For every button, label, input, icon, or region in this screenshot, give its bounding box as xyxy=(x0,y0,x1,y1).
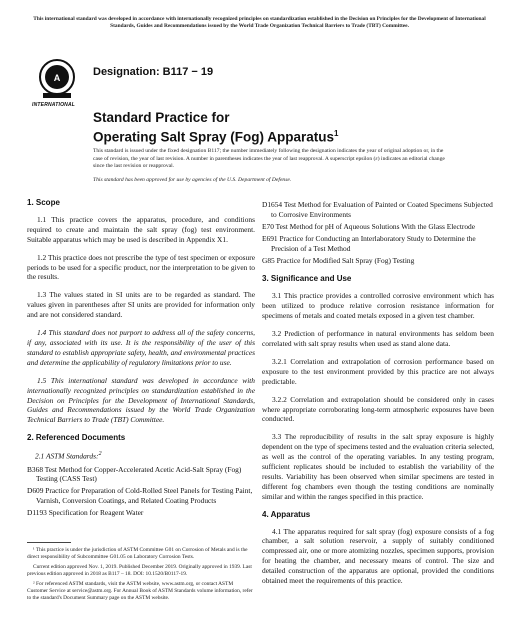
right-column xyxy=(262,200,494,594)
para-1-1: 1.1 This practice covers the apparatus, procedure, and conditions required to create and maintain the salt spray (fog) test environment. Suitable apparatus which may be used is described in Appendix X1. xyxy=(27,214,255,244)
reference-item: D1193 Specification for Reagent Water xyxy=(27,508,144,518)
astm-standards-text: 2.1 ASTM Standards: xyxy=(35,451,99,461)
reference-item: D1654 Test Method for Evaluation of Painted or Coated Specimens Subjected to Corrosive Environments xyxy=(262,200,493,219)
left-column xyxy=(27,198,255,520)
para-3-2-2: 3.2.2 Correlation and extrapolation should be considered only in cases where appropriate corroborating long-term atmospheric exposures have been conducted. xyxy=(262,394,494,424)
svg-text:A: A xyxy=(53,73,61,83)
reference-item: E70 Test Method for pH of Aqueous Solutions With the Glass Electrode xyxy=(262,221,476,231)
reference-item: E691 Practice for Conducting an Interlaboratory Study to Determine the Precision of a Test Method xyxy=(262,233,476,253)
dod-approval: This standard has been approved for use by agencies of the U.S. Department of Defense. xyxy=(93,176,292,183)
para-1-3: 1.3 The values stated in SI units are to be regarded as standard. The values given in parentheses after SI units are provided for information only and are not considered standard. xyxy=(27,290,255,320)
title-footnote-mark: 1 xyxy=(334,129,339,138)
section-significance-heading: 3. Significance and Use xyxy=(262,274,352,284)
issuance-text: This standard is issued under the fixed designation B117; the number immediately following the designation indicates the year of original adoption or, in the case of revision, the year of last revision. A number in parentheses indicates the year of last reapproval. A superscript epsilon (ε) indicates an editorial change since the last revision or reapproval. xyxy=(93,148,445,170)
footnote-edition: Current edition approved Nov. 1, 2019. Published December 2019. Originally approved in 1939. Last previous edition approved in 2018 as B117 – 18. DOI: 10.1520/B0117-19. xyxy=(27,564,252,577)
para-3-2: 3.2 Prediction of performance in natural environments has seldom been correlated with salt spray results when used as stand alone data. xyxy=(262,329,494,348)
issuance-note xyxy=(93,148,453,190)
footnotes xyxy=(27,547,255,605)
footnote-2: ² For referenced ASTM standards, visit the ASTM website, www.astm.org, or contact ASTM Customer Service at service@astm.org. For Annual Book of ASTM Standards volume information, refer to the standard's Document Summary page on the ASTM website. xyxy=(27,581,253,601)
section-scope-heading: 1. Scope xyxy=(27,198,60,207)
footnote-1: ¹ This practice is under the jurisdiction of ASTM Committee G01 on Corrosion of Metals and is the direct responsibility of Subcommittee G01.05 on Laboratory Corrosion Tests. xyxy=(27,547,248,560)
astm-standards-label xyxy=(35,450,255,461)
para-3-3: 3.3 The reproducibility of results in the salt spray exposure is highly dependent on the type of specimens tested and the evaluation criteria selected, as well as the control of the operating variables. In any testing program, sufficient replicates should be included to establish the variability of the results. Variability has been observed when similar specimens are tested in different fog chambers even though the testing conditions are nominally similar and within the ranges specified in this practice. xyxy=(262,432,494,501)
para-3-2-1: 3.2.1 Correlation and extrapolation of corrosion performance based on exposure to the test environment provided by this practice are not always predictable. xyxy=(262,356,494,386)
section-apparatus-heading: 4. Apparatus xyxy=(262,509,311,519)
title-line-2: Operating Salt Spray (Fog) Apparatus xyxy=(93,129,335,145)
document-title xyxy=(93,110,453,146)
title-line-1: Standard Practice for xyxy=(93,110,230,125)
para-1-4: 1.4 This standard does not purport to address all of the safety concerns, if any, associated with its use. It is the responsibility of the user of this standard to establish appropriate safety, health, and environmental practices and determine the applicability of regulatory limitations prior to use. xyxy=(27,328,255,367)
astm-standards-mark: 2 xyxy=(98,451,102,458)
para-1-5: 1.5 This international standard was developed in accordance with internationally recognized principles on standardization established in the Decision on Principles for the Development of International Standards, Guides and Recommendations issued by the World Trade Organization Technical Barriers to Trade (TBT) Committee. xyxy=(27,375,255,425)
astm-logo-icon xyxy=(37,57,77,105)
reference-item: B368 Test Method for Copper-Accelerated Acetic Acid-Salt Spray (Fog) Testing (CASS Test) xyxy=(27,464,242,484)
para-4-1: 4.1 The apparatus required for salt spray (fog) exposure consists of a fog chamber, a salt solution reservoir, a supply of suitably conditioned compressed air, one or more atomizing nozzles, specimen supports, provision for heating the chamber, and necessary means of control. The size and detailed construction of the apparatus are optional, provided the conditions obtained meet the requirements of this practice. xyxy=(262,526,494,586)
footnote-divider xyxy=(27,542,71,543)
logo-sublabel: INTERNATIONAL xyxy=(32,102,76,108)
reference-item: G85 Practice for Modified Salt Spray (Fog) Testing xyxy=(262,255,415,265)
para-3-1: 3.1 This practice provides a controlled corrosive environment which has been utilized to produce relative corrosion resistance information for specimens of metals and coated metals exposed in a given test chamber. xyxy=(262,291,494,321)
section-references-heading: 2. Referenced Documents xyxy=(27,433,126,443)
title-line-2-wrap xyxy=(93,126,453,146)
designation: Designation: B117 − 19 xyxy=(93,66,214,78)
reference-item: D609 Practice for Preparation of Cold-Rolled Steel Panels for Testing Paint, Varnish, Conversion Coatings, and Related Coating Products xyxy=(27,486,253,506)
para-1-2: 1.2 This practice does not prescribe the type of test specimen or exposure periods to be used for a specific product, nor the interpretation to be given to the results. xyxy=(27,252,255,282)
tbt-banner: This international standard was developed in accordance with internationally recognized principles on standardization established in the Decision on Principles for the Development of International Standards, Guides and Recommendations issued by the World Trade Organization Technical Barriers to Trade (TBT) Committee. xyxy=(33,16,486,29)
